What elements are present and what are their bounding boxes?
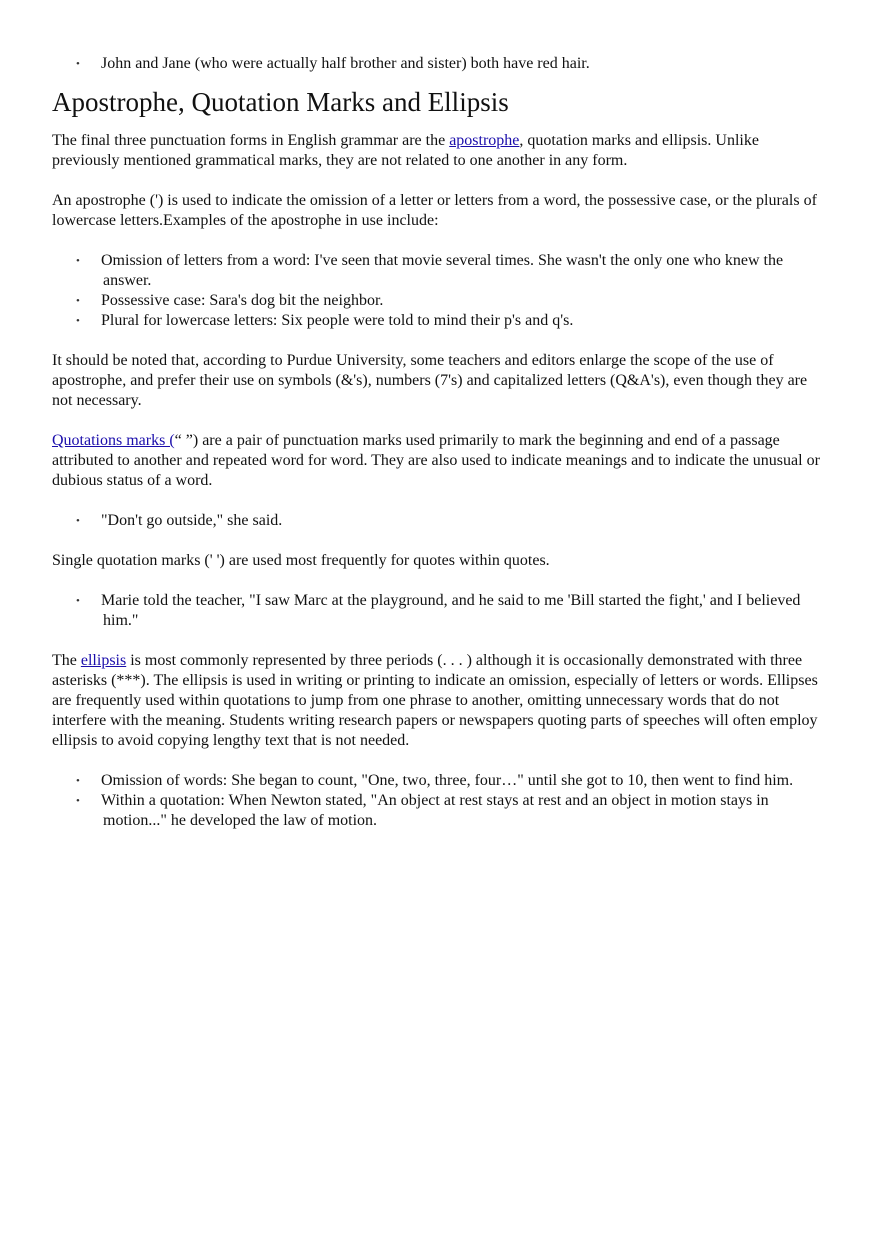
single-quote-examples-list: [52, 591, 828, 631]
list-item: • Omission of words: She began to count, "One, two, three, four…" until she got to 10, then went to find him.: [52, 771, 828, 791]
list-item: • Within a quotation: When Newton stated, "An object at rest stays at rest and an object in motion stays in motion..." he developed the law of motion.: [52, 791, 828, 831]
apostrophe-link[interactable]: apostrophe: [449, 132, 520, 149]
paragraph-intro: [52, 131, 828, 171]
text: The: [52, 652, 81, 669]
list-item: • John and Jane (who were actually half brother and sister) both have red hair.: [52, 54, 828, 74]
quote-examples-list: [52, 511, 828, 531]
text: The final three punctuation forms in English grammar are the: [52, 132, 450, 149]
list-item: • Omission of letters from a word: I've seen that movie several times. She wasn't the only one who knew the answer.: [52, 251, 828, 291]
paragraph-single-quotes: Single quotation marks (' ') are used most frequently for quotes within quotes.: [52, 552, 550, 569]
text: “ ”) are a pair of punctuation marks used primarily to mark the beginning and end of a passage attributed to another and repeated word for word. They are also used to indicate meanings and to indicate the unusual or dubious status of a word.: [52, 432, 820, 489]
ellipsis-link[interactable]: ellipsis: [80, 652, 127, 669]
ellipsis-examples-list: [52, 771, 828, 831]
text: , quotation marks and ellipsis. Unlike previously mentioned grammatical marks, they are not related to one another in any form.: [52, 132, 759, 169]
paragraph-apostrophe-definition: An apostrophe (') is used to indicate the omission of a letter or letters from a word, the possessive case, or the plurals of lowercase letters.Examples of the apostrophe in use include:: [52, 192, 817, 229]
paragraph-quotation-marks: [52, 431, 828, 491]
list-item: • Marie told the teacher, "I saw Marc at the playground, and he said to me 'Bill started the fight,' and I believed him.": [52, 591, 828, 631]
list-item: • "Don't go outside," she said.: [52, 511, 828, 531]
document-page: [52, 54, 828, 851]
paragraph-purdue-note: It should be noted that, according to Purdue University, some teachers and editors enlarge the scope of the use of apostrophe, and prefer their use on symbols (&'s), numbers (7's) and capitalized letters (Q&A's), even though they are not necessary.: [52, 352, 808, 409]
list-item: • Plural for lowercase letters: Six people were told to mind their p's and q's.: [52, 311, 828, 331]
text: is most commonly represented by three periods (. . . ) although it is occasionally demonstrated with three asterisks (***). The ellipsis is used in writing or printing to indicate an omission, especially of letters or words. Ellipses are frequently used within quotations to jump from one phrase to another, omitting unnecessary words that do not interfere with the meaning. Students writing research papers or newspapers quoting parts of speeches will often employ ellipsis to avoid copying lengthy text that is not needed.: [52, 652, 818, 749]
list-item: • Possessive case: Sara's dog bit the neighbor.: [52, 291, 828, 311]
intro-list: [52, 54, 828, 74]
paragraph-ellipsis: [52, 651, 828, 751]
apostrophe-examples-list: [52, 251, 828, 331]
quotation-marks-link[interactable]: Quotations marks (: [52, 432, 175, 449]
section-heading: Apostrophe, Quotation Marks and Ellipsis: [52, 87, 509, 117]
